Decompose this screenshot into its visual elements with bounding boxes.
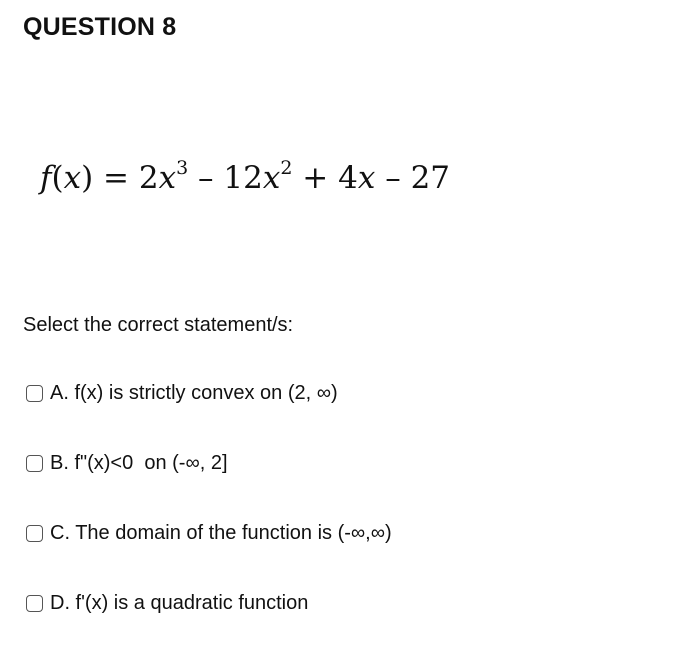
option-b-label: B. f"(x)<0 on (-∞, 2]: [50, 452, 228, 474]
formula-minus-1: –: [188, 160, 224, 196]
question-title: QUESTION 8: [23, 13, 177, 41]
option-c-label: C. The domain of the function is (-∞,∞): [50, 522, 392, 544]
function-formula: [40, 157, 451, 196]
option-a-checkbox[interactable]: [26, 385, 43, 402]
option-d[interactable]: [26, 592, 308, 615]
formula-lparen: (: [51, 160, 64, 196]
option-b[interactable]: [26, 452, 228, 475]
formula-term1-coef: 2: [138, 160, 159, 196]
formula-plus: +: [292, 160, 339, 196]
option-c[interactable]: [26, 522, 392, 545]
formula-variable: x: [63, 160, 82, 196]
option-d-label: D. f'(x) is a quadratic function: [50, 592, 309, 614]
formula-term2-coef: 12: [223, 160, 263, 196]
option-a-label: A. f(x) is strictly convex on (2, ∞): [50, 382, 338, 404]
question-prompt: Select the correct statement/s:: [23, 314, 294, 336]
formula-term1-var: x: [158, 160, 177, 196]
formula-term2-var: x: [262, 160, 281, 196]
formula-constant: 27: [410, 160, 451, 196]
formula-rparen: ): [81, 160, 94, 196]
option-d-checkbox[interactable]: [26, 595, 43, 612]
formula-term3-var: x: [357, 160, 376, 196]
formula-function-name: f: [40, 160, 52, 196]
formula-term2-exp: 2: [280, 157, 293, 179]
formula-equals: =: [93, 160, 139, 196]
formula-term1-exp: 3: [176, 157, 189, 179]
formula-term3-coef: 4: [338, 160, 358, 196]
formula-minus-2: –: [375, 160, 411, 196]
option-b-checkbox[interactable]: [26, 455, 43, 472]
option-c-checkbox[interactable]: [26, 525, 43, 542]
option-a[interactable]: [26, 382, 338, 405]
